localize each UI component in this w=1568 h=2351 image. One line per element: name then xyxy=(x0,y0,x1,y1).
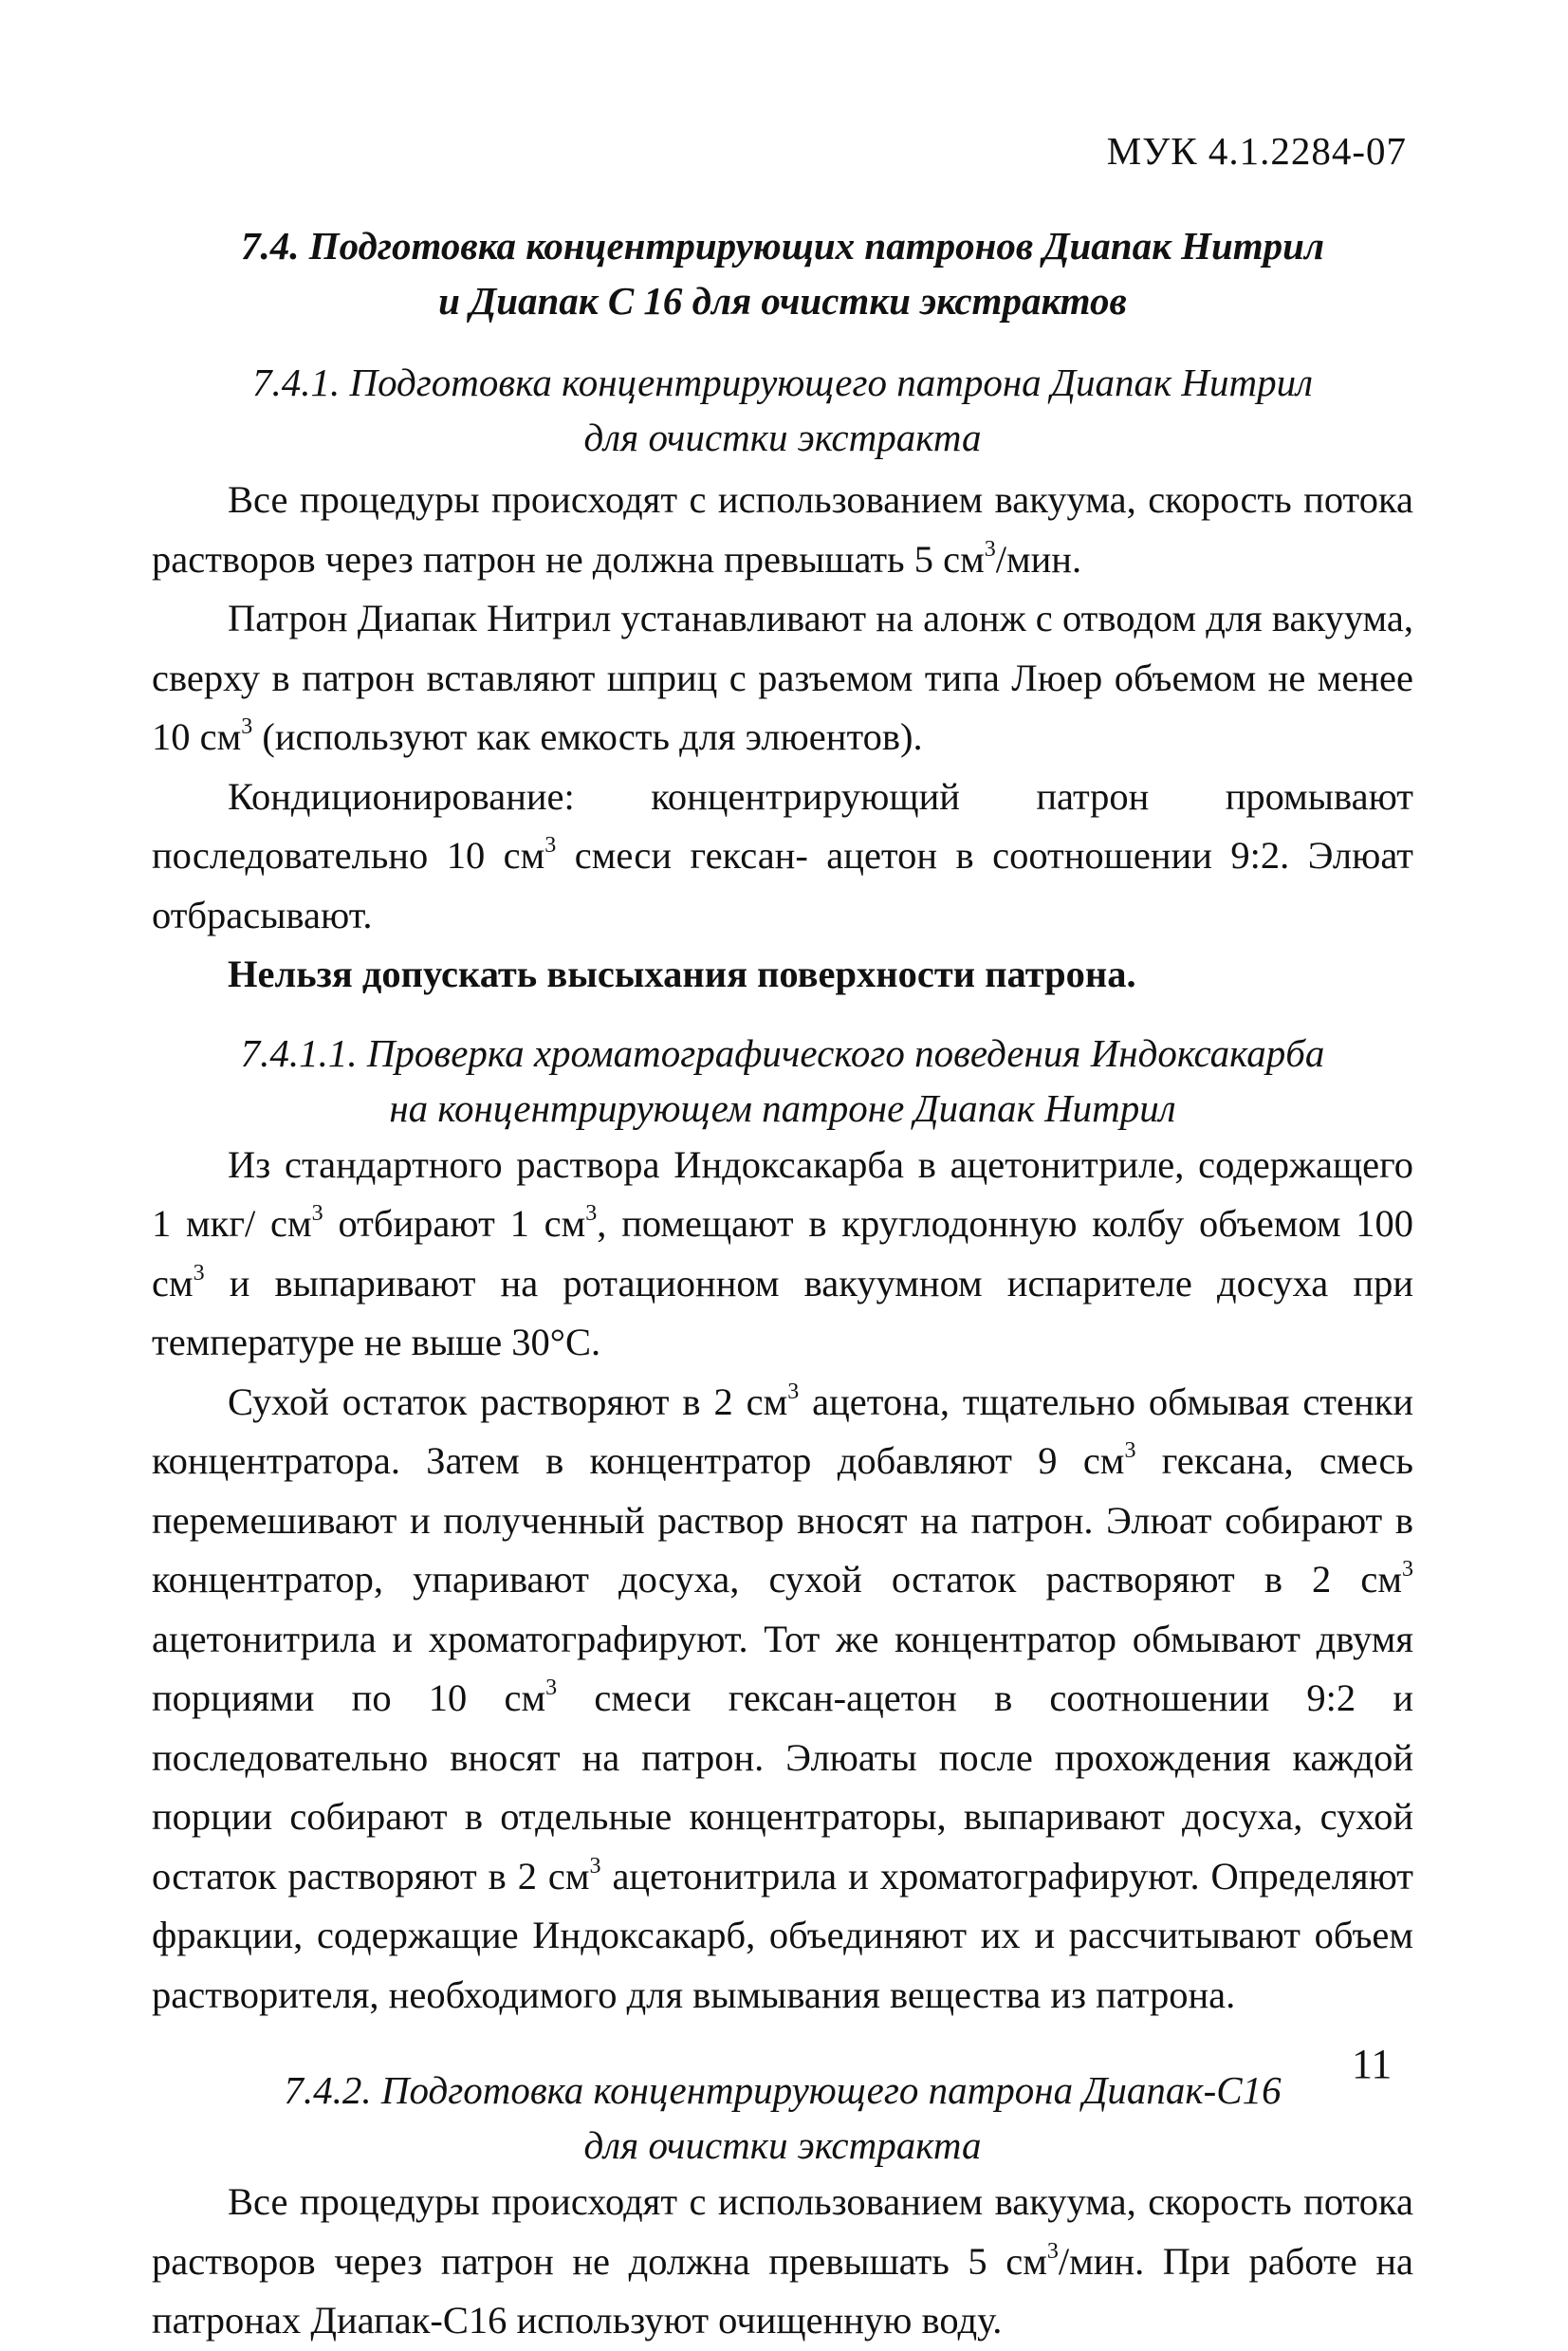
section-heading-7-4-1 xyxy=(152,355,1413,465)
heading-line: для очистки экстракта xyxy=(583,416,982,459)
section-heading-7-4-1-1 xyxy=(152,1026,1413,1136)
paragraph: Сухой остаток растворяют в 2 $см^3$ ацетона, тщательно обмывая стенки концентратора. Затем в концентратор добавляют 9 $см^3$ гексана, смесь перемешивают и полученный раствор вносят на патрон. Элюат собирают в концентратор, упаривают досуха, сухой остаток растворяют в 2 $см^3$ ацетонитрила и хроматографируют. Тот же концентратор обмывают двумя порциями по 10 $см^3$ смеси гексан-ацетон в соотношении 9:2 и последовательно вносят на патрон. Элюаты после прохождения каждой порции собирают в отдельные концентраторы, выпаривают досуха, сухой остаток растворяют в 2 $см^3$ ацетонитрила и хроматографируют. Определяют фракции, содержащие Индоксакарб, объединяют их и рассчитывают объем растворителя, необходимого для вымывания вещества из патрона. xyxy=(152,1379,1414,2016)
paragraph: Все процедуры происходят с использованием вакуума, скорость потока растворов через патрон не должна превышать 5 $см^3$/мин. При работе на патронах Диапак-С16 используют очищенную воду. xyxy=(152,2180,1413,2342)
heading-line: 7.4.1.1. Проверка хроматографического поведения Индоксакарба xyxy=(240,1030,1325,1075)
page-number: 11 xyxy=(1352,2041,1393,2087)
section-heading-7-4 xyxy=(152,218,1413,328)
paragraph: Патрон Диапак Нитрил устанавливают на алонж с отводом для вакуума, сверху в патрон вставляют шприц с разъемом типа Люер объемом не менее 10 $см^3$ (используют как емкость для элюентов). xyxy=(152,597,1413,758)
heading-line: для очистки экстракта xyxy=(583,2123,982,2167)
warning-paragraph: Нельзя допускать высыхания поверхности патрона. xyxy=(228,953,1136,995)
paragraph: Из стандартного раствора Индоксакарба в ацетонитриле, содержащего 1 мкг/ $см^3$ отбирают 1 $см^3$, помещают в круглодонную колбу объемом 100 $см^3$ и выпаривают на ротационном вакуумном испарителе досуха при температуре не выше 30°С. xyxy=(152,1142,1413,1363)
heading-line: и Диапак С 16 для очистки экстрактов xyxy=(438,279,1127,323)
heading-line: 7.4.1. Подготовка концентрирующего патрона Диапак Нитрил xyxy=(251,361,1314,404)
paragraph: Все процедуры происходят с использованием вакуума, скорость потока растворов через патрон не должна превышать 5 $см^3$/мин. xyxy=(152,478,1413,581)
heading-line: 7.4. Подготовка концентрирующих патронов Диапак Нитрил xyxy=(240,224,1325,268)
page-content xyxy=(152,218,1413,2351)
paragraph: Кондиционирование: концентрирующий патрон промывают последовательно 10 $см^3$ смеси гексан- ацетон в соотношении 9:2. Элюат отбрасывают. xyxy=(152,774,1414,936)
section-heading-7-4-2 xyxy=(152,2063,1413,2173)
heading-line: 7.4.2. Подготовка концентрирующего патрона Диапак-С16 xyxy=(284,2068,1282,2112)
heading-line: на концентрирующем патроне Диапак Нитрил xyxy=(389,1085,1176,1130)
document-code: МУК 4.1.2284-07 xyxy=(1106,129,1407,173)
